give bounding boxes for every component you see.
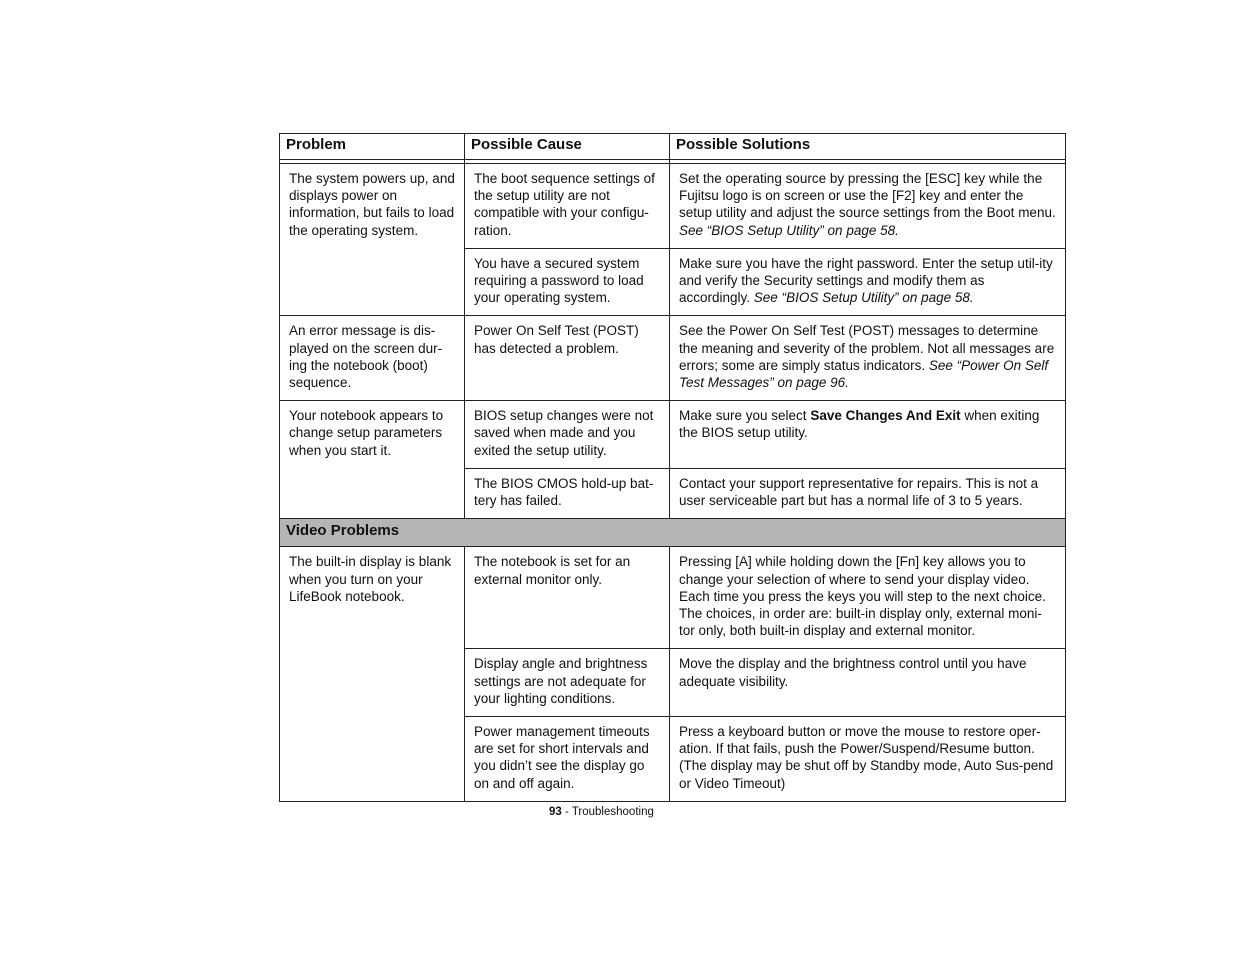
page-footer bbox=[549, 806, 654, 818]
cause-cell: BIOS setup changes were not saved when made and you exited the setup utility. bbox=[465, 401, 670, 469]
solution-cell bbox=[670, 316, 1066, 401]
solution-cell: Move the display and the brightness control until you have adequate visibility. bbox=[670, 649, 1066, 717]
solution-cell bbox=[670, 248, 1066, 316]
solution-cell bbox=[670, 401, 1066, 469]
problem-cell: The built-in display is blank when you turn on your LifeBook notebook. bbox=[280, 547, 465, 801]
solution-text: Set the operating source by pressing the [ESC] key while the Fujitsu logo is on screen or use the [F2] key and enter the setup utility and adjust the source settings from the Boot menu. bbox=[679, 171, 1056, 221]
table-row bbox=[280, 316, 1066, 401]
cause-cell: Display angle and brightness settings are not adequate for your lighting conditions. bbox=[465, 649, 670, 717]
solution-reference: See “BIOS Setup Utility” on page 58. bbox=[753, 290, 974, 306]
cause-cell: Power management timeouts are set for short intervals and you didn’t see the display go on and off again. bbox=[465, 717, 670, 802]
cause-cell: The BIOS CMOS hold-up bat-tery has failed. bbox=[465, 468, 670, 518]
cause-cell: The boot sequence settings of the setup utility are not compatible with your configu-ration. bbox=[465, 164, 670, 249]
solution-bold-text: Save Changes And Exit bbox=[810, 408, 961, 424]
solution-text: Make sure you have the right password. Enter the setup util-ity and verify the Security settings and modify them as accordingly. bbox=[679, 255, 1053, 306]
footer-section-name: Troubleshooting bbox=[571, 806, 654, 818]
solution-cell bbox=[670, 164, 1066, 249]
problem-cell: An error message is dis-played on the screen dur-ing the notebook (boot) sequence. bbox=[280, 316, 465, 401]
header-possible-cause: Possible Cause bbox=[465, 134, 670, 160]
solution-reference: See “BIOS Setup Utility” on page 58. bbox=[679, 222, 899, 238]
problem-cell: The system powers up, and displays power on information, but fails to load the operating system. bbox=[280, 164, 465, 316]
table-row bbox=[280, 547, 1066, 649]
problem-cell: Your notebook appears to change setup parameters when you start it. bbox=[280, 401, 465, 519]
solution-text: when exiting the BIOS setup utility. bbox=[679, 408, 1040, 441]
cause-cell: Power On Self Test (POST) has detected a problem. bbox=[465, 316, 670, 401]
cause-cell: You have a secured system requiring a password to load your operating system. bbox=[465, 248, 670, 316]
table-row bbox=[280, 164, 1066, 249]
section-row bbox=[280, 519, 1066, 547]
solution-reference: See “Power On Self Test Messages” on page 96. bbox=[679, 357, 1049, 391]
section-title-video-problems: Video Problems bbox=[280, 519, 1066, 547]
cause-cell: The notebook is set for an external monitor only. bbox=[465, 547, 670, 649]
header-possible-solutions: Possible Solutions bbox=[670, 134, 1066, 160]
troubleshooting-table bbox=[279, 133, 1066, 802]
table-row bbox=[280, 401, 1066, 469]
footer-separator: - bbox=[561, 806, 572, 818]
solution-cell: Press a keyboard button or move the mouse to restore oper-ation. If that fails, push the Power/Suspend/Resume button. (The display may be shut off by Standby mode, Auto Sus-pend or Video Timeout) bbox=[670, 717, 1066, 802]
page-number: 93 bbox=[549, 806, 562, 818]
solution-cell: Pressing [A] while holding down the [Fn] key allows you to change your selection of where to send your display video. Each time you press the keys you will step to the next choice. The choices, in order are: built-in display only, external moni-tor only, both built-in display and external monitor. bbox=[670, 547, 1066, 649]
solution-text: See the Power On Self Test (POST) messages to determine the meaning and severity of the problem. Not all messages are errors; some are simply status indicators. bbox=[679, 323, 1055, 373]
header-problem: Problem bbox=[280, 134, 465, 160]
solution-cell: Contact your support representative for repairs. This is not a user serviceable part but has a normal life of 3 to 5 years. bbox=[670, 468, 1066, 518]
table-header-row bbox=[280, 134, 1066, 160]
solution-text: Make sure you select bbox=[679, 408, 811, 424]
